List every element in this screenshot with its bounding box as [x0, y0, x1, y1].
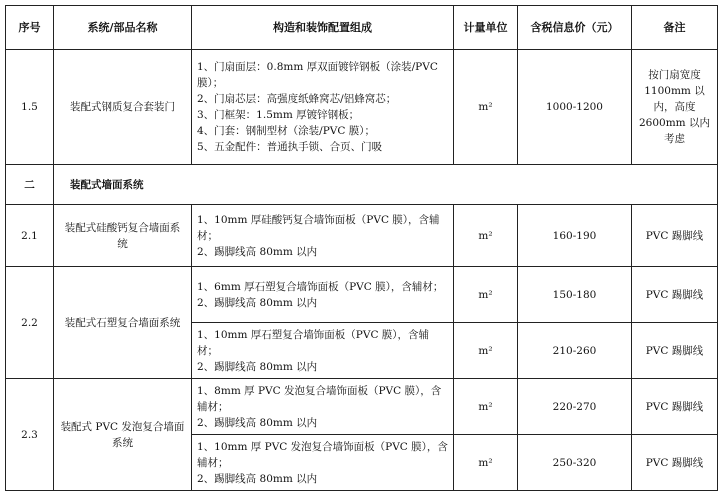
table-row: [6, 205, 718, 267]
row-unit: m²: [454, 50, 518, 165]
header-config: 构造和装饰配置组成: [192, 6, 454, 50]
row-no: 2.2: [6, 267, 54, 379]
config-line: 2、踢脚线高 80mm 以内: [197, 360, 318, 373]
row-price: 160-190: [518, 205, 632, 267]
row-name: 装配式钢质复合套装门: [54, 50, 192, 165]
config-line: 3、门框架：1.5mm 厚镀锌钢板；: [197, 109, 360, 121]
header-unit: 计量单位: [454, 6, 518, 50]
table-header-row: [6, 6, 718, 50]
row-note: PVC 踢脚线: [632, 205, 718, 267]
table-row: [6, 267, 718, 323]
row-unit: m²: [454, 379, 518, 435]
header-note: 备注: [632, 6, 718, 50]
row-name: 装配式石塑复合墙面系统: [54, 267, 192, 379]
row-unit: m²: [454, 267, 518, 323]
config-line: 2、踢脚线高 80mm 以内: [197, 296, 318, 309]
header-no: 序号: [6, 6, 54, 50]
config-line: 4、门套：钢制型材（涂装/PVC 膜）；: [197, 125, 375, 137]
config-line: 1、10mm 厚石塑复合墙饰面板（PVC 膜），含辅材；: [197, 328, 430, 357]
config-line: 1、10mm 厚 PVC 发泡复合墙饰面板（PVC 膜），含辅材；: [197, 440, 448, 469]
row-note: PVC 踢脚线: [632, 323, 718, 379]
row-config: [192, 50, 454, 165]
config-line: 2、踢脚线高 80mm 以内: [197, 416, 318, 429]
table-row: [6, 50, 718, 165]
section-row: [6, 165, 718, 205]
config-line: 2、踢脚线高 80mm 以内: [197, 472, 318, 485]
config-line: 1、门扇面层：0.8mm 厚双面镀锌钢板（涂装/PVC 膜）；: [197, 61, 438, 89]
row-unit: m²: [454, 435, 518, 491]
row-no: 2.1: [6, 205, 54, 267]
row-note: PVC 踢脚线: [632, 267, 718, 323]
row-config: [192, 323, 454, 379]
row-no: 1.5: [6, 50, 54, 165]
row-unit: m²: [454, 323, 518, 379]
header-price: 含税信息价（元）: [518, 6, 632, 50]
row-note: PVC 踢脚线: [632, 435, 718, 491]
row-price: 220-270: [518, 379, 632, 435]
row-note: 按门扇宽度1100mm 以内，高度 2600mm 以内考虑: [632, 50, 718, 165]
section-title: 装配式墙面系统: [54, 165, 718, 205]
row-config: [192, 205, 454, 267]
row-name: 装配式 PVC 发泡复合墙面系统: [54, 379, 192, 491]
row-config: [192, 435, 454, 491]
row-price: 250-320: [518, 435, 632, 491]
header-name: 系统/部品名称: [54, 6, 192, 50]
config-line: 5、五金配件：普通执手锁、合页、门吸: [197, 141, 383, 153]
row-price: 210-260: [518, 323, 632, 379]
table-row: [6, 379, 718, 435]
row-name: 装配式硅酸钙复合墙面系统: [54, 205, 192, 267]
row-note: PVC 踢脚线: [632, 379, 718, 435]
row-config: [192, 379, 454, 435]
price-table: [5, 5, 718, 491]
row-config: [192, 267, 454, 323]
config-line: 1、10mm 厚硅酸钙复合墙饰面板（PVC 膜），含辅材；: [197, 213, 440, 242]
config-line: 2、门扇芯层：高强度纸蜂窝芯/铝蜂窝芯；: [197, 93, 397, 105]
config-line: 2、踢脚线高 80mm 以内: [197, 245, 318, 258]
row-price: 150-180: [518, 267, 632, 323]
row-no: 2.3: [6, 379, 54, 491]
config-line: 1、8mm 厚 PVC 发泡复合墙饰面板（PVC 膜），含辅材；: [197, 384, 442, 413]
section-no: 二: [6, 165, 54, 205]
row-price: 1000-1200: [518, 50, 632, 165]
config-line: 1、6mm 厚石塑复合墙饰面板（PVC 膜），含辅材；: [197, 280, 444, 293]
row-unit: m²: [454, 205, 518, 267]
